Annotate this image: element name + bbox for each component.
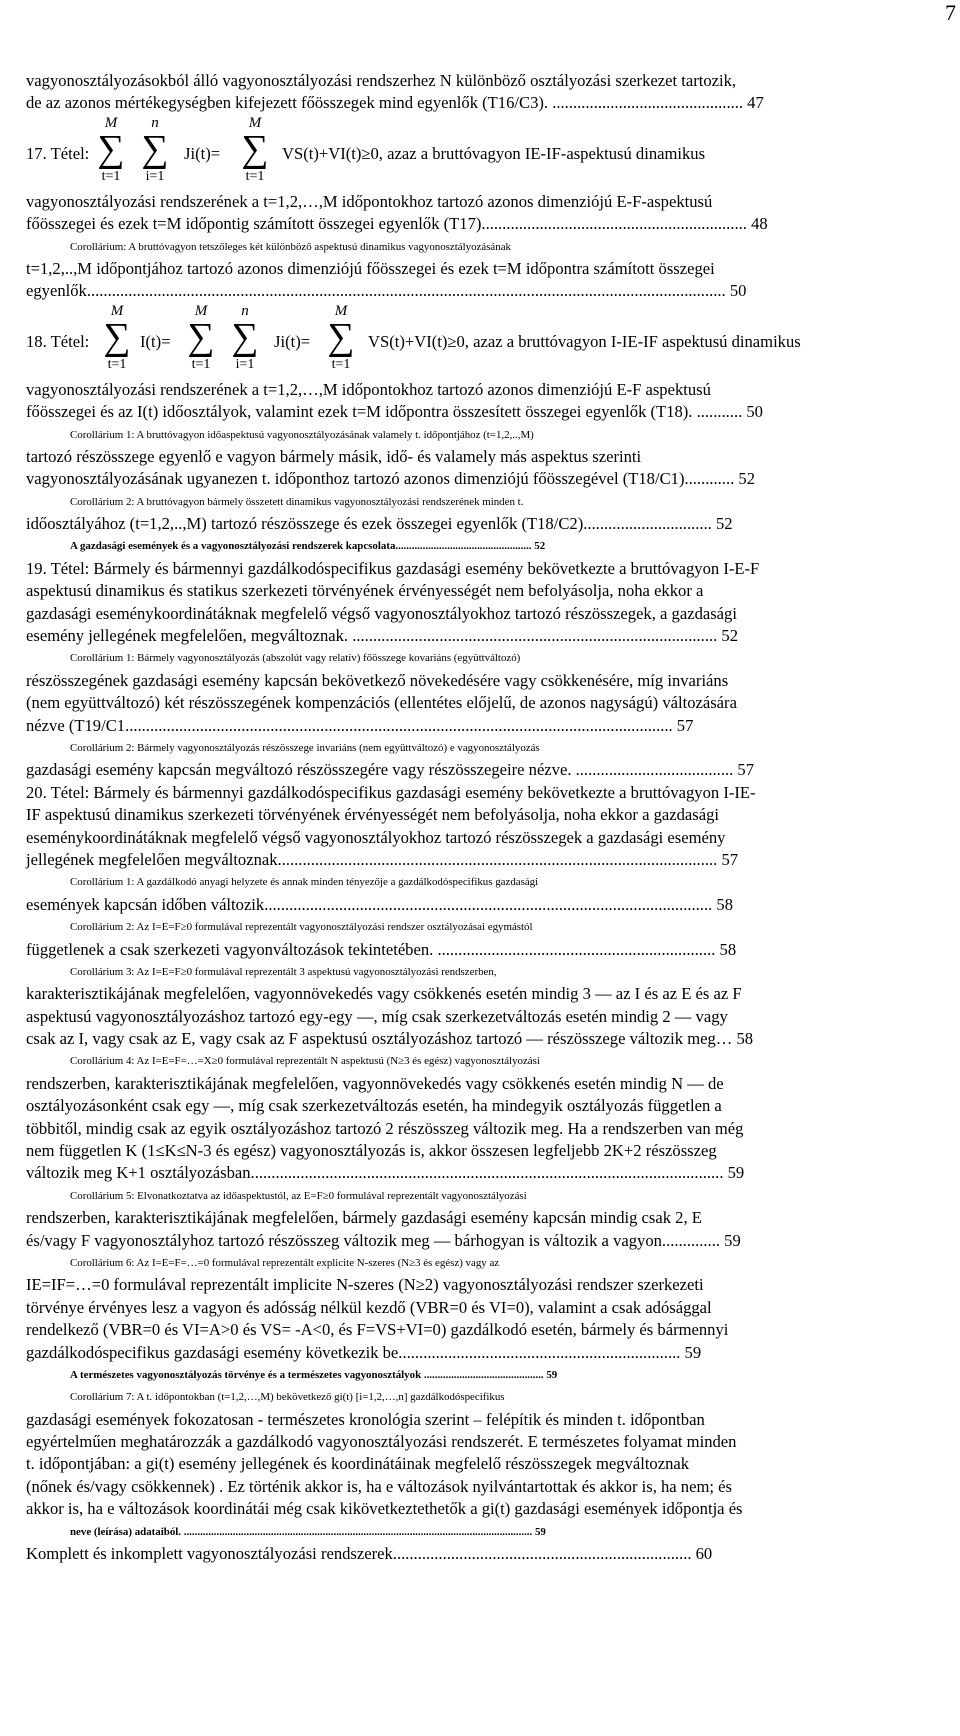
sum-upper-limit: M (248, 114, 262, 131)
sigma-icon: ∑ (187, 315, 215, 358)
toc-line: egyértelműen meghatározzák a gazdálkodó vagyonosztályozási rendszerét. E természetes folyamat minden (26, 1432, 737, 1452)
toc-line: IF aspektusú dinamikus szerkezeti törvényének érvényességét nem befolyásolja, noha ekkor a gazdasági (26, 805, 720, 825)
sum-upper-limit: M (110, 302, 124, 319)
sigma-icon: ∑ (241, 127, 269, 170)
toc-line: Corollárium 6: Az I=E=F=…=0 formulával reprezentált explicite N-szeres (N≥3 és egész) vagy az (70, 1256, 500, 1269)
toc-line: gazdasági eseménykoordinátáknak megfelelő végső vagyonosztályokhoz tartozó részösszegek, a gazdasági (26, 603, 737, 623)
sigma-icon: ∑ (97, 127, 125, 170)
toc-line: A természetes vagyonosztályozás törvénye és a természetes vagyonosztályok ............................................ 59 (70, 1368, 558, 1381)
formula-term: VS(t)+VI(t)≥0, azaz a bruttóvagyon IE-IF-aspektusú dinamikus (282, 143, 706, 163)
toc-line: Corollárium 4: Az I=E=F=…=X≥0 formulával reprezentált N aspektusú (N≥3 és egész) vagyonosztályozási (70, 1055, 540, 1068)
toc-line: részösszegének gazdasági esemény kapcsán bekövetkező növekedésére vagy csökkenésére, míg invariáns (26, 670, 729, 690)
sigma-icon: ∑ (327, 315, 355, 358)
toc-line: rendszerben, karakterisztikájának megfelelően, vagyonnövekedés vagy csökkenés esetén mindig N — de (26, 1073, 724, 1093)
toc-line: Corollárium 1: Bármely vagyonosztályozás (abszolút vagy relatív) főösszege kovariáns (együttváltozó) (70, 652, 521, 665)
toc-line: tartozó részösszege egyenlő e vagyon bármely másik, idő- és valamely más aspektus szerinti (26, 446, 642, 466)
sum-lower-limit: t=1 (101, 168, 121, 184)
toc-line: jellegének megfelelően megváltoznak.......................................................................................................... 57 (26, 849, 739, 869)
toc-line: nem független K (1≤K≤N-3 és egész) vagyonosztályozás is, akkor összesen legfeljebb 2K+2 részösszeg (26, 1141, 717, 1161)
toc-line: gazdasági események fokozatosan - természetes kronológia szerint – felépítik és minden t. időpontban (26, 1409, 705, 1429)
toc-line: aspektusú dinamikus és statikus szerkezeti törvényének érvényességét nem befolyásolja, noha ekkor a (26, 581, 704, 601)
formula-term: Ji(t)= (274, 331, 311, 351)
toc-line: egyenlők.......................................................................................................................................................... 50 (26, 281, 747, 301)
toc-line: t. időpontjában: a gi(t) esemény jellegének és koordinátáinak megfelelő részösszegek megváltoznak (26, 1454, 690, 1474)
toc-line: A gazdasági események és a vagyonosztályozási rendszerek kapcsolata.................................................. 52 (70, 540, 546, 553)
toc-content (26, 70, 946, 1565)
toc-line: vagyonosztályozási rendszerének a t=1,2,…,M időpontokhoz tartozó azonos dimenziójú E-F-aspektusú (26, 191, 713, 211)
toc-line: akkor is, ha e változások koordinátái még csak kikövetkeztethetők a gi(t) gazdasági események időpontja és (26, 1499, 743, 1519)
formula-term: I(t)= (140, 331, 171, 351)
toc-line: vagyonosztályozásokból álló vagyonosztályozási rendszerhez N különböző osztályozási szerkezet tartozik, (26, 71, 737, 90)
toc-line: események kapcsán időben változik............................................................................................................ 58 (26, 894, 733, 914)
toc-line: változik meg K+1 osztályozásban.................................................................................................................. 59 (26, 1163, 745, 1183)
theorem-label: 18. Tétel: (26, 331, 90, 351)
toc-line: eseménykoordinátáknak megfelelő végső vagyonosztályokhoz tartozó részösszegek a gazdasági esemény (26, 827, 726, 847)
toc-line: nézve (T19/C1.................................................................................................................................... 57 (26, 715, 694, 735)
formula-term: VS(t)+VI(t)≥0, azaz a bruttóvagyon I-IE-IF aspektusú dinamikus (368, 331, 801, 351)
toc-line: karakterisztikájának megfelelően, vagyonnövekedés vagy csökkenés esetén mindig 3 — az I és az E és az F (26, 984, 742, 1004)
toc-line: gazdálkodóspecifikus gazdasági esemény következik be.................................................................... 59 (26, 1342, 702, 1362)
toc-line: rendszerben, karakterisztikájának megfelelően, bármely gazdasági esemény kapcsán mindig csak 2, E (26, 1208, 702, 1228)
toc-line: osztályozásonként csak egy —, míg csak szerkezetváltozás esetén, ha mindegyik osztályozás független a (26, 1096, 722, 1116)
sigma-icon: ∑ (231, 315, 259, 358)
toc-line: főösszegei és az I(t) időosztályok, valamint ezek t=M időpontra összesített összegei egyenlők (T18). ........... 50 (26, 402, 763, 422)
sum-upper-limit: M (104, 114, 118, 131)
toc-line: Corollárium 2: A bruttóvagyon bármely összetett dinamikus vagyonosztályozási rendszerének minden t. (70, 495, 524, 508)
page-number: 7 (945, 0, 956, 25)
toc-line: Corollárium 3: Az I=E=F≥0 formulával reprezentált 3 aspektusú vagyonosztályozási rendszerben, (70, 965, 497, 978)
toc-line: főösszegei és ezek t=M időpontig számított összegei egyenlők (T17)................................................................ 48 (26, 214, 768, 234)
theorem-18-formula (26, 303, 946, 379)
toc-line: (nem együttváltozó) két részösszegének kompenzációs (ellentétes előjelű, de azonos nagyságú) változására (26, 693, 737, 713)
sum-lower-limit: t=1 (191, 356, 211, 372)
toc-line: Corollárium 2: Az I=E=F≥0 formulával reprezentált vagyonosztályozási rendszer osztályozásai egymástól (70, 921, 533, 934)
toc-line: vagyonosztályozási rendszerének a t=1,2,…,M időpontokhoz tartozó azonos dimenziójú E-F aspektusú (26, 379, 711, 399)
toc-line: rendelkező (VBR=0 és VI=A>0 és VS= -A<0, és F=VS+VI=0) gazdálkodó esetén, bármely és bármennyi (26, 1320, 729, 1340)
sigma-icon: ∑ (141, 127, 169, 170)
sum-lower-limit: i=1 (235, 356, 255, 372)
toc-line: többitől, mindig csak az egyik osztályozáshoz tartozó 2 részösszeg változik meg. Ha a rendszerben van még (26, 1118, 744, 1138)
toc-line: Corollárium 7: A t. időpontokban (t=1,2,…,M) bekövetkező gi(t) [i=1,2,…,n] gazdálkodóspecifikus (70, 1391, 505, 1404)
toc-line: Komplett és inkomplett vagyonosztályozási rendszerek........................................................................ 60 (26, 1544, 713, 1564)
sum-lower-limit: t=1 (245, 168, 265, 184)
toc-line: Corollárium 1: A gazdálkodó anyagi helyzete és annak minden tényezője a gazdálkodóspecifikus gazdasági (70, 876, 539, 889)
sum-lower-limit: t=1 (331, 356, 351, 372)
toc-line: 20. Tétel: Bármely és bármennyi gazdálkodóspecifikus gazdasági esemény bekövetkezte a bruttóvagyon I-IE- (26, 782, 756, 802)
toc-line: (nőnek és/vagy csökkennek) . Ez történik akkor is, ha e változások nyilvántartottak és akkor is, ha nem; és (26, 1476, 732, 1496)
theorem-label: 17. Tétel: (26, 143, 90, 163)
toc-line: de az azonos mértékegységben kifejezett főösszegek mind egyenlők (T16/C3). .............................................. 47 (26, 93, 764, 113)
toc-line: Corollárium: A bruttóvagyon tetszőleges két különböző aspektusú dinamikus vagyonosztályozásának (70, 240, 511, 253)
toc-line: időosztályához (t=1,2,..,M) tartozó részösszege és ezek összegei egyenlők (T18/C2)............................... 52 (26, 514, 733, 534)
sum-upper-limit: n (151, 114, 159, 131)
toc-line: IE=IF=…=0 formulával reprezentált implicite N-szeres (N≥2) vagyonosztályozási rendszer szerkezeti (26, 1275, 704, 1295)
toc-line: esemény jellegének megfelelően, megváltoznak. ........................................................................................ 52 (26, 626, 739, 646)
sum-lower-limit: i=1 (145, 168, 165, 184)
toc-line: Corollárium 5: Elvonatkoztatva az időaspektustól, az E=F≥0 formulával reprezentált vagyonosztályozási (70, 1189, 527, 1202)
formula-term: Ji(t)= (184, 143, 221, 163)
toc-line: és/vagy F vagyonosztályhoz tartozó részösszeg változik meg — bárhogyan is változik a vagyon.............. 59 (26, 1230, 741, 1250)
toc-line: t=1,2,..,M időpontjához tartozó azonos dimenziójú főösszegei és ezek t=M időpontra számított összegei (26, 258, 715, 278)
toc-line: neve (leírása) adataiból. ................................................................................................................................ 59 (70, 1525, 546, 1538)
toc-line: Corollárium 2: Bármely vagyonosztályozás részösszege invariáns (nem együttváltozó) e vagyonosztályozás (70, 741, 540, 754)
sum-upper-limit: M (334, 302, 348, 319)
toc-line: aspektusú vagyonosztályozáshoz tartozó egy-egy —, míg csak szerkezetváltozás esetén mindig 2 — vagy (26, 1006, 728, 1026)
theorem-17-formula (26, 115, 946, 191)
sum-upper-limit: M (194, 302, 208, 319)
toc-line: függetlenek a csak szerkezeti vagyonváltozások tekintetében. ................................................................... 58 (26, 939, 737, 959)
sum-lower-limit: t=1 (107, 356, 127, 372)
toc-line: Corollárium 1: A bruttóvagyon időaspektusú vagyonosztályozásának valamely t. időpontjához (t=1,2,..,M) (70, 428, 534, 441)
toc-line: csak az I, vagy csak az E, vagy csak az F aspektusú osztályozáshoz tartozó — részösszege változik meg… 58 (26, 1029, 754, 1049)
sigma-icon: ∑ (103, 315, 131, 358)
toc-line: törvénye érvényes lesz a vagyon és adósság nélkül kezdő (VBR=0 és VI=0), valamint a csak adósággal (26, 1297, 712, 1317)
toc-line: gazdasági esemény kapcsán megváltozó részösszegére vagy részösszegeire nézve. ...................................... 57 (26, 760, 755, 780)
toc-line: vagyonosztályozásának ugyanezen t. időponthoz tartozó azonos dimenziójú főösszegével (T18/C1)............ 52 (26, 469, 755, 489)
sum-upper-limit: n (241, 302, 249, 319)
toc-line: 19. Tétel: Bármely és bármennyi gazdálkodóspecifikus gazdasági esemény bekövetkezte a bruttóvagyon I-E-F (26, 558, 760, 578)
